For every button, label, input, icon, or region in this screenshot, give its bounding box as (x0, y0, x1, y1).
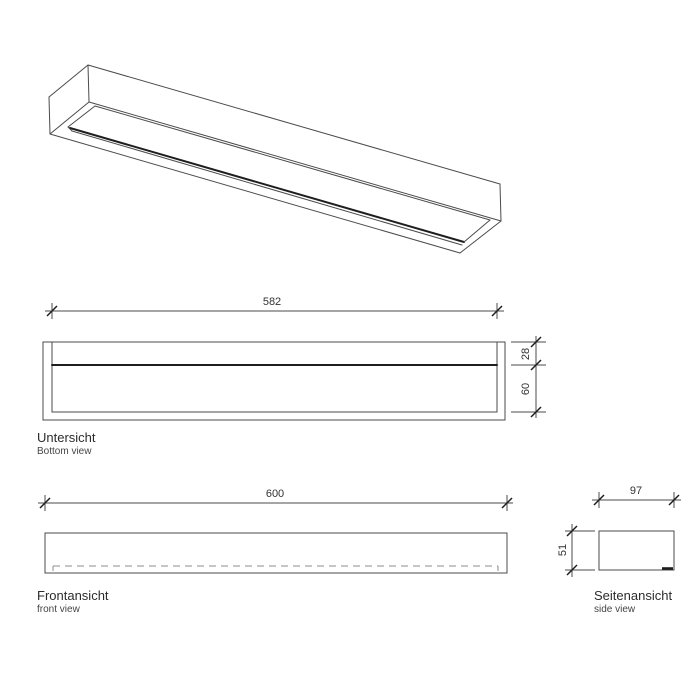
side-view-height-dim: 51 (557, 543, 569, 557)
front-view-drawing (38, 495, 513, 573)
bottom-view-opening-depth-dim: 60 (520, 382, 532, 396)
front-view-length-dim: 600 (265, 488, 285, 500)
side-view-sublabel: side view (594, 604, 636, 615)
isometric-view-drawing (49, 65, 501, 253)
side-view-width-dim: 97 (629, 485, 643, 497)
front-view-sublabel: front view (37, 604, 80, 615)
bottom-view-label: Untersicht (37, 430, 96, 445)
bottom-view-length-dim: 582 (262, 296, 282, 308)
front-view-label: Frontansicht (37, 588, 109, 603)
side-view-drawing (565, 492, 681, 577)
bottom-view-sublabel: Bottom view (37, 446, 92, 457)
bottom-view-front-depth-dim: 28 (520, 347, 532, 361)
bottom-view-drawing (43, 303, 546, 420)
side-view-label: Seitenansicht (594, 588, 673, 603)
